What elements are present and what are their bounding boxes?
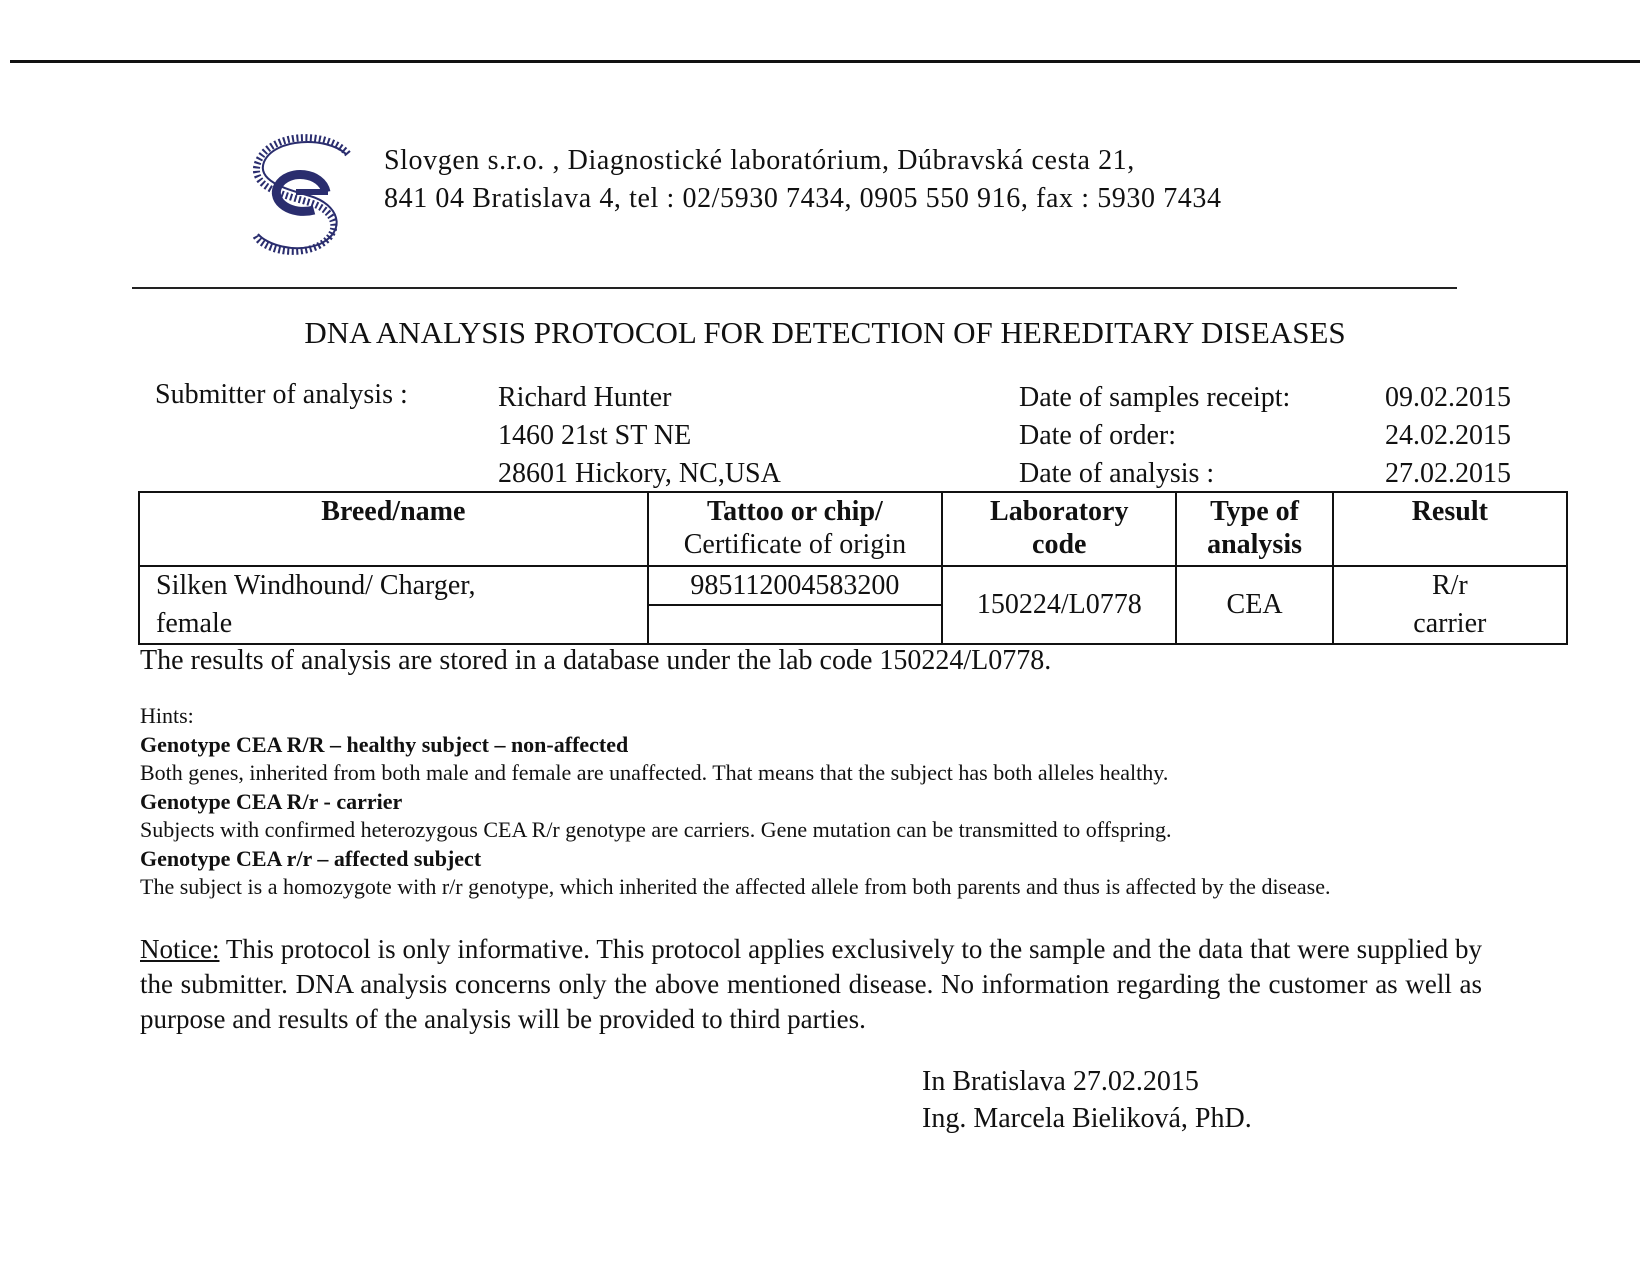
- header-analysis-type: Type of analysis: [1176, 492, 1332, 566]
- hint-text: Subjects with confirmed heterozygous CEA R/r genotype are carriers. Gene mutation can be transmitted to offspring.: [140, 817, 1172, 842]
- hints-label: Hints:: [140, 703, 194, 728]
- signature-block: [922, 1063, 1252, 1137]
- dates-values: [1385, 379, 1511, 493]
- signature-place-date: In Bratislava 27.02.2015: [922, 1066, 1199, 1097]
- hint-text: Both genes, inherited from both male and female are unaffected. That means that the subject has both alleles healthy.: [140, 760, 1169, 785]
- company-address-block: [384, 142, 1222, 218]
- company-line-1: Slovgen s.r.o. , Diagnostické laboratórium, Dúbravská cesta 21,: [384, 145, 1135, 176]
- receipt-date-value: 09.02.2015: [1385, 382, 1511, 413]
- hint-title: Genotype CEA r/r – affected subject: [140, 845, 482, 871]
- results-table: [138, 491, 1568, 645]
- header-chip: Tattoo or chip/ Certificate of origin: [648, 492, 942, 566]
- certificate-of-origin: [649, 606, 941, 643]
- submitter-address-2: 28601 Hickory, NC,USA: [498, 458, 781, 489]
- submitter-label: Submitter of analysis :: [155, 379, 408, 410]
- document-title: DNA ANALYSIS PROTOCOL FOR DETECTION OF HEREDITARY DISEASES: [304, 315, 1346, 350]
- hint-text: The subject is a homozygote with r/r genotype, which inherited the affected allele from both parents and thus is affected by the disease.: [140, 874, 1331, 899]
- notice-text: This protocol is only informative. This protocol applies exclusively to the sample and the data that were supplied by the submitter. DNA analysis concerns only the above mentioned disease. No information regarding the customer as well as purpose and results of the analysis will be provided to third parties.: [140, 934, 1482, 1034]
- order-date-label: Date of order:: [1019, 420, 1177, 451]
- table-row: [139, 566, 1567, 644]
- submitter-address-1: 1460 21st ST NE: [498, 420, 692, 451]
- dates-labels: [1019, 379, 1290, 493]
- notice-label: Notice:: [140, 934, 220, 964]
- hint-title: Genotype CEA R/r - carrier: [140, 788, 403, 814]
- cell-chip: [648, 566, 942, 644]
- header-result: Result: [1333, 492, 1567, 566]
- cell-breed: Silken Windhound/ Charger, female: [139, 566, 648, 644]
- cell-result: R/r carrier: [1333, 566, 1567, 644]
- receipt-date-label: Date of samples receipt:: [1019, 382, 1291, 413]
- cell-lab-code: 150224/L0778: [942, 566, 1176, 644]
- top-divider: [10, 60, 1640, 63]
- hints-section: [140, 702, 1330, 902]
- company-line-2: 841 04 Bratislava 4, tel : 02/5930 7434, 0905 550 916, fax : 5930 7434: [384, 183, 1222, 214]
- header-divider: [132, 287, 1457, 289]
- chip-number: 985112004583200: [649, 567, 941, 606]
- header-breed: Breed/name: [139, 492, 648, 566]
- slovgen-logo-icon: [248, 132, 360, 256]
- submitter-details: [498, 379, 781, 493]
- hint-title: Genotype CEA R/R – healthy subject – non-affected: [140, 731, 629, 757]
- analysis-date-label: Date of analysis :: [1019, 458, 1215, 489]
- signatory-name: Ing. Marcela Bieliková, PhD.: [922, 1103, 1252, 1134]
- notice-paragraph: [140, 932, 1482, 1037]
- cell-analysis-type: CEA: [1176, 566, 1332, 644]
- table-header-row: [139, 492, 1567, 566]
- order-date-value: 24.02.2015: [1385, 420, 1511, 451]
- stored-note: The results of analysis are stored in a database under the lab code 150224/L0778.: [140, 645, 1052, 676]
- header-lab-code: Laboratory code: [942, 492, 1176, 566]
- submitter-name: Richard Hunter: [498, 382, 672, 413]
- analysis-date-value: 27.02.2015: [1385, 458, 1511, 489]
